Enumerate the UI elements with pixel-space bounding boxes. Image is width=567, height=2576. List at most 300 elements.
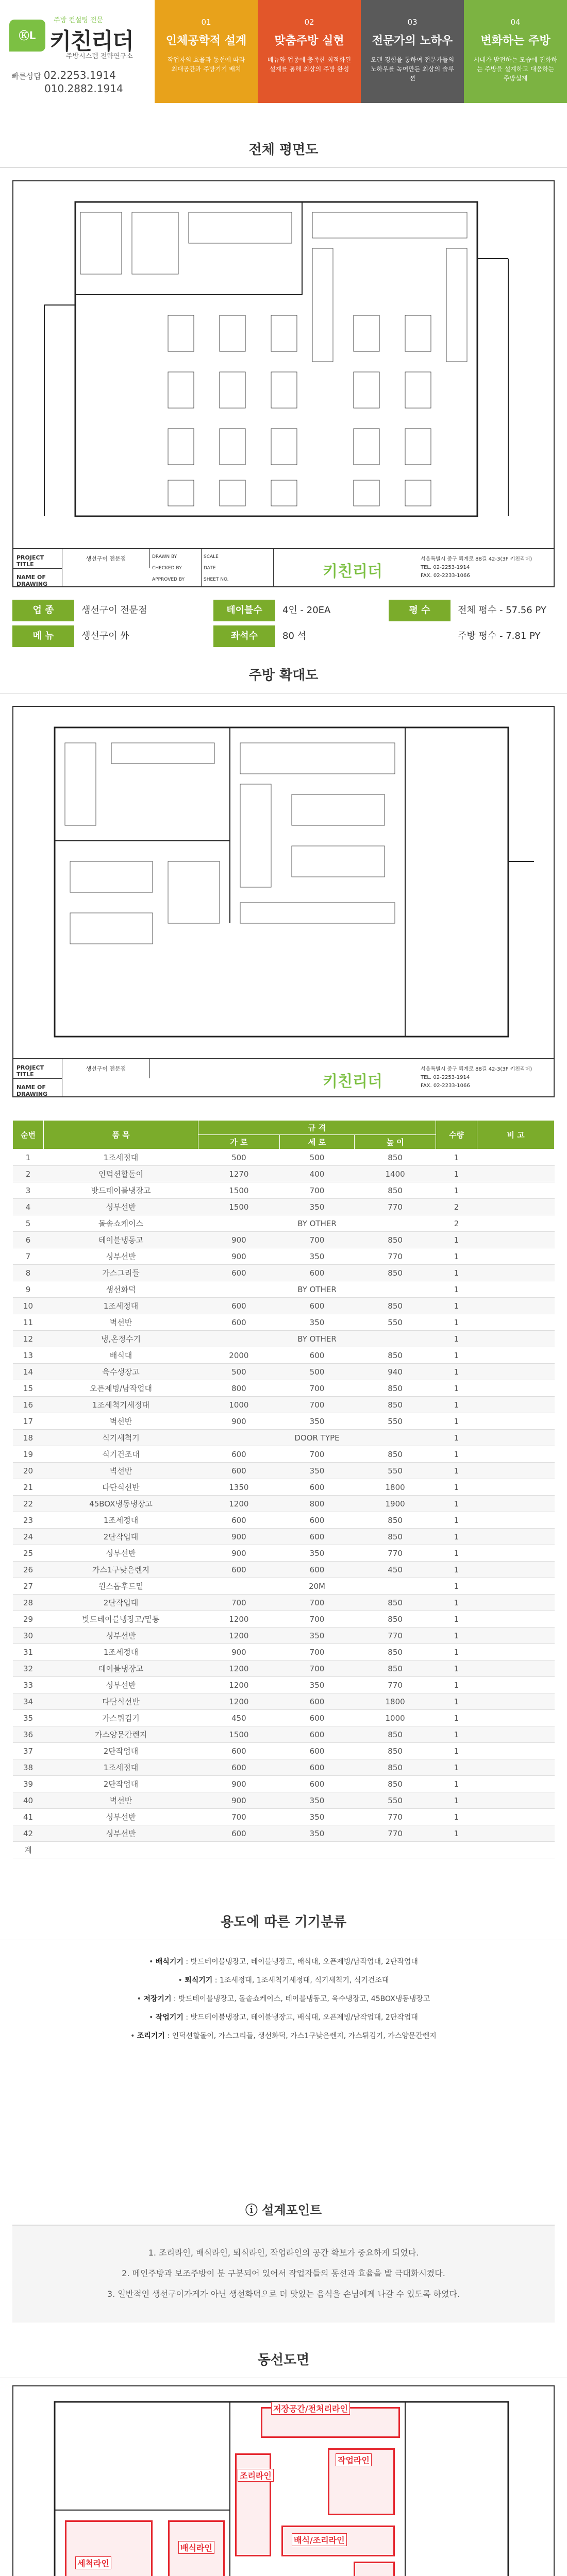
table-cell: 700 [279, 1182, 354, 1199]
table-cell: 식기건조대 [44, 1446, 198, 1463]
flow-label: 저장공간/전처리라인 [271, 2402, 350, 2415]
table-cell [477, 1611, 555, 1628]
table-cell: 770 [355, 1677, 436, 1693]
table-cell: 600 [279, 1743, 354, 1759]
table-cell: 29 [13, 1611, 44, 1628]
company-address: 서울특별시 중구 퇴계로 88길 42-3(3F 키친리더) [421, 1066, 532, 1072]
sheet-label: SHEET NO. [204, 577, 229, 582]
usage-items: 밧드테이블냉장고, 돌솥쇼케이스, 테이블냉동고, 육수냉장고, 45BOX냉동냉장고 [178, 1995, 430, 2003]
table-row [13, 1364, 555, 1380]
table-row [13, 1463, 555, 1479]
table-cell: 850 [355, 1380, 436, 1397]
table-cell [477, 1446, 555, 1463]
table-cell: 1 [436, 1496, 477, 1512]
table-cell: 550 [355, 1463, 436, 1479]
table-cell: 2단작업대 [44, 1776, 198, 1792]
summary-value: 4인 - 20EA [282, 605, 331, 616]
scale-cell [202, 549, 274, 587]
equipment-table-body [13, 1149, 555, 1858]
table-cell: 싱부선반 [44, 1809, 198, 1825]
table-cell: 700 [198, 1809, 280, 1825]
col-d: 세 로 [279, 1135, 354, 1149]
table-cell: 850 [355, 1595, 436, 1611]
table-cell: 1 [436, 1232, 477, 1248]
table-row [13, 1743, 555, 1759]
date-label: DATE [204, 566, 216, 571]
table-cell: 550 [355, 1413, 436, 1430]
project-label: PROJECT TITLE [13, 1059, 62, 1078]
table-cell: 1 [436, 1364, 477, 1380]
table-cell: 770 [355, 1545, 436, 1562]
col-spec: 규 격 [198, 1121, 436, 1135]
table-cell: 육수생장고 [44, 1364, 198, 1380]
table-cell: 24 [13, 1529, 44, 1545]
table-cell: 가스1구낮은렌지 [44, 1562, 198, 1578]
table-cell [436, 1842, 477, 1858]
table-cell [477, 1380, 555, 1397]
table-cell: 32 [13, 1660, 44, 1677]
table-cell: 1 [436, 1166, 477, 1182]
table-cell: 12 [13, 1331, 44, 1347]
table-row [13, 1232, 555, 1248]
table-row [13, 1347, 555, 1364]
table-cell [477, 1215, 555, 1232]
table-row [13, 1660, 555, 1677]
table-cell: 1 [436, 1479, 477, 1496]
table-cell: 1 [436, 1578, 477, 1595]
table-row [13, 1413, 555, 1430]
table-cell: 350 [279, 1413, 354, 1430]
table-cell: 600 [198, 1759, 280, 1776]
table-cell: 1 [436, 1314, 477, 1331]
col-h: 높 이 [355, 1135, 436, 1149]
table-cell: 900 [198, 1529, 280, 1545]
table-cell: 600 [279, 1562, 354, 1578]
table-cell: 700 [279, 1446, 354, 1463]
table-cell [477, 1677, 555, 1693]
table-cell: 850 [355, 1265, 436, 1281]
table-row [13, 1166, 555, 1182]
table-row [13, 1842, 555, 1858]
table-cell: 940 [355, 1364, 436, 1380]
table-row [13, 1792, 555, 1809]
table-cell: 35 [13, 1710, 44, 1726]
table-cell: 900 [198, 1792, 280, 1809]
table-cell: 23 [13, 1512, 44, 1529]
table-cell [477, 1578, 555, 1595]
table-cell: 원스톱후드밑 [44, 1578, 198, 1595]
table-cell: 850 [355, 1149, 436, 1166]
table-row [13, 1149, 555, 1166]
table-cell: 800 [198, 1380, 280, 1397]
table-cell: 2 [436, 1215, 477, 1232]
table-cell: 2000 [198, 1347, 280, 1364]
table-cell: 벽선반 [44, 1792, 198, 1809]
summary-label: 평 수 [389, 600, 451, 621]
table-cell: 25 [13, 1545, 44, 1562]
table-cell: 4 [13, 1199, 44, 1215]
flow-section-title: 동선도면 [0, 2349, 567, 2378]
table-row [13, 1644, 555, 1660]
table-cell: 600 [279, 1479, 354, 1496]
drawing-label: NAME OF DRAWING [13, 568, 62, 587]
table-cell: 40 [13, 1792, 44, 1809]
table-cell: 39 [13, 1776, 44, 1792]
table-cell [477, 1792, 555, 1809]
table-cell: 350 [279, 1628, 354, 1644]
flow-label: 배식라인 [178, 2541, 214, 2554]
floor-plan-svg [13, 181, 554, 548]
table-row [13, 1380, 555, 1397]
usage-section-title: 용도에 따른 기기분류 [0, 1911, 567, 1940]
company-fax: FAX. 02-2233-1066 [421, 1083, 470, 1089]
table-cell: 550 [355, 1314, 436, 1331]
table-cell: 30 [13, 1628, 44, 1644]
table-cell: 600 [279, 1759, 354, 1776]
table-cell: 600 [198, 1512, 280, 1529]
summary-label: 메 뉴 [12, 625, 74, 647]
table-cell: 600 [279, 1776, 354, 1792]
feature-num: 02 [304, 18, 314, 27]
table-cell: 33 [13, 1677, 44, 1693]
table-cell: 벽선반 [44, 1413, 198, 1430]
table-cell [477, 1660, 555, 1677]
table-cell: 34 [13, 1693, 44, 1710]
table-cell: 16 [13, 1397, 44, 1413]
table-cell: 냉,온정수기 [44, 1331, 198, 1347]
usage-row: • 작업기기 : 밧드테이블냉장고, 테이블냉장고, 배식대, 오픈제빙/남작업대, 2단작업대 [149, 2013, 418, 2022]
usage-label: 저장기기 [143, 1995, 172, 2003]
table-cell: 700 [279, 1380, 354, 1397]
flow-label: 세척라인 [75, 2556, 111, 2569]
table-cell: 700 [279, 1611, 354, 1628]
table-cell: 800 [279, 1496, 354, 1512]
table-cell: 700 [279, 1232, 354, 1248]
table-cell: 벽선반 [44, 1463, 198, 1479]
table-cell: 500 [279, 1149, 354, 1166]
table-cell: 10 [13, 1298, 44, 1314]
table-row [13, 1182, 555, 1199]
table-cell: 600 [279, 1512, 354, 1529]
table-cell: 5 [13, 1215, 44, 1232]
summary-label: 좌석수 [213, 625, 275, 647]
feature-title: 맞춤주방 실현 [274, 35, 344, 47]
table-cell: 다단식선반 [44, 1693, 198, 1710]
table-row [13, 1710, 555, 1726]
feature-title: 변화하는 주방 [480, 35, 551, 47]
summary-value: 주방 평수 - 7.81 PY [458, 631, 541, 641]
feature-desc: 시대가 발전하는 모습에 진화하는 주방을 설계하고 대응하는 주방설계 [473, 56, 558, 82]
table-row [13, 1331, 555, 1347]
table-cell [198, 1842, 280, 1858]
table-cell: 싱부선반 [44, 1199, 198, 1215]
table-cell: 850 [355, 1743, 436, 1759]
usage-label: 조리기기 [137, 2032, 165, 2040]
table-cell [477, 1248, 555, 1265]
table-cell [477, 1809, 555, 1825]
table-cell [477, 1562, 555, 1578]
table-cell: 350 [279, 1825, 354, 1842]
table-row [13, 1628, 555, 1644]
table-row [13, 1314, 555, 1331]
usage-items: 인덕션할돌이, 가스그리들, 생선화덕, 가스1구낮은렌지, 가스튀김기, 가스양문간렌지 [172, 2032, 437, 2040]
table-row [13, 1265, 555, 1281]
table-cell: 2 [13, 1166, 44, 1182]
table-cell: 1조세정대 [44, 1298, 198, 1314]
table-cell: 850 [355, 1347, 436, 1364]
usage-row: • 배식기기 : 밧드테이블냉장고, 테이블냉장고, 배식대, 오픈제빙/남작업대, 2단작업대 [149, 1958, 418, 1966]
info-icon: ⓘ [245, 2203, 262, 2217]
table-cell: 1 [436, 1446, 477, 1463]
table-cell: 770 [355, 1825, 436, 1842]
table-cell: 2단작업대 [44, 1529, 198, 1545]
table-cell: 13 [13, 1347, 44, 1364]
table-cell [477, 1199, 555, 1215]
table-row [13, 1677, 555, 1693]
table-cell: 가스양문간렌지 [44, 1726, 198, 1743]
table-cell [477, 1430, 555, 1446]
table-cell [477, 1347, 555, 1364]
table-cell: 1 [436, 1512, 477, 1529]
table-cell [477, 1413, 555, 1430]
table-cell [477, 1281, 555, 1298]
table-cell: 싱부선반 [44, 1677, 198, 1693]
phone-block [11, 69, 123, 96]
feature-num: 03 [407, 18, 418, 27]
table-row [13, 1479, 555, 1496]
table-cell: 1270 [198, 1166, 280, 1182]
table-cell [355, 1842, 436, 1858]
table-cell [477, 1693, 555, 1710]
table-cell: 2 [436, 1199, 477, 1215]
table-cell [477, 1759, 555, 1776]
summary-value: 80 석 [282, 631, 307, 641]
usage-label: 퇴식기기 [185, 1976, 213, 1985]
table-cell: 1 [436, 1776, 477, 1792]
table-row [13, 1578, 555, 1595]
design-points-panel [12, 2203, 555, 2323]
table-cell: 1조세척기세정대 [44, 1397, 198, 1413]
table-cell: 350 [279, 1809, 354, 1825]
table-cell: 900 [198, 1776, 280, 1792]
feature-num: 04 [510, 18, 521, 27]
table-cell: 식기세척기 [44, 1430, 198, 1446]
table-cell: 1000 [198, 1397, 280, 1413]
feature-title: 전문가의 노하우 [372, 35, 453, 47]
summary-value: 생선구이 전문점 [81, 605, 147, 616]
table-cell: 9 [13, 1281, 44, 1298]
table-cell: 1 [436, 1298, 477, 1314]
title-block [13, 1058, 554, 1096]
design-point: 3. 일반적인 생선구이가게가 아닌 생선화덕으로 더 맛있는 음식을 손님에게 나갈 수 있도록 하였다. [107, 2289, 460, 2299]
table-cell [477, 1298, 555, 1314]
usage-row: • 조리기기 : 인덕션할돌이, 가스그리들, 생선화덕, 가스1구낮은렌지, 가스튀김기, 가스양문간렌지 [130, 2032, 437, 2040]
table-cell: 350 [279, 1792, 354, 1809]
feature-3 [361, 0, 464, 103]
table-cell: 7 [13, 1248, 44, 1265]
equipment-table [12, 1120, 555, 1858]
table-row [13, 1397, 555, 1413]
table-cell [477, 1479, 555, 1496]
col-name: 품 목 [44, 1121, 198, 1149]
table-cell [477, 1512, 555, 1529]
usage-row: • 퇴식기기 : 1조세정대, 1조세척기세정대, 식기세척기, 식기건조대 [178, 1976, 389, 1985]
table-cell: 850 [355, 1759, 436, 1776]
table-row [13, 1298, 555, 1314]
table-cell: 900 [198, 1413, 280, 1430]
table-cell: 1 [436, 1545, 477, 1562]
table-cell: 600 [198, 1446, 280, 1463]
table-cell: 500 [198, 1364, 280, 1380]
col-w: 가 로 [198, 1135, 280, 1149]
table-cell: 싱부선반 [44, 1825, 198, 1842]
table-cell [477, 1644, 555, 1660]
table-cell: 1 [436, 1759, 477, 1776]
design-title-text: 설계포인트 [262, 2203, 322, 2217]
table-cell: 1500 [198, 1182, 280, 1199]
table-row [13, 1759, 555, 1776]
table-row [13, 1199, 555, 1215]
table-cell [477, 1545, 555, 1562]
table-cell: 1조세정대 [44, 1759, 198, 1776]
table-cell: 1 [436, 1331, 477, 1347]
table-row [13, 1529, 555, 1545]
table-cell: 1200 [198, 1611, 280, 1628]
table-cell: 다단식선반 [44, 1479, 198, 1496]
table-row [13, 1446, 555, 1463]
table-cell: 돌솥쇼케이스 [44, 1215, 198, 1232]
flow-label: 작업라인 [336, 2453, 372, 2466]
table-cell [44, 1842, 198, 1858]
title-block [13, 548, 554, 586]
table-cell: 인덕션할돌이 [44, 1166, 198, 1182]
table-cell [477, 1776, 555, 1792]
table-cell: 900 [198, 1248, 280, 1265]
brand-sub: 주방시스템 전략연구소 [66, 53, 133, 60]
table-cell: 700 [279, 1660, 354, 1677]
col-qty: 수량 [436, 1121, 477, 1149]
table-cell: 1 [436, 1809, 477, 1825]
kitchen-plan-drawing [12, 706, 555, 1097]
table-cell: 3 [13, 1182, 44, 1199]
table-cell: 850 [355, 1644, 436, 1660]
table-cell: 벽선반 [44, 1314, 198, 1331]
table-cell: 500 [198, 1149, 280, 1166]
table-cell: 1 [13, 1149, 44, 1166]
table-cell [477, 1842, 555, 1858]
table-cell: 싱부선반 [44, 1628, 198, 1644]
table-cell: 31 [13, 1644, 44, 1660]
table-cell: 1조세정대 [44, 1644, 198, 1660]
table-cell: 400 [279, 1166, 354, 1182]
table-cell [477, 1232, 555, 1248]
table-cell: 1 [436, 1644, 477, 1660]
table-cell: 600 [279, 1710, 354, 1726]
table-cell: 1800 [355, 1479, 436, 1496]
table-cell: 가스그리들 [44, 1265, 198, 1281]
table-cell [198, 1578, 280, 1595]
table-cell: 350 [279, 1199, 354, 1215]
table-cell: 1400 [355, 1166, 436, 1182]
plan-section-title: 전체 평면도 [0, 139, 567, 168]
feature-title: 인체공학적 설계 [165, 35, 247, 47]
summary-label: 업 종 [12, 600, 74, 621]
table-cell: 600 [198, 1562, 280, 1578]
usage-items: 밧드테이블냉장고, 테이블냉장고, 배식대, 오픈제빙/남작업대, 2단작업대 [190, 1958, 418, 1966]
table-cell: 가스튀김기 [44, 1710, 198, 1726]
table-cell: 600 [198, 1463, 280, 1479]
table-cell: 350 [279, 1677, 354, 1693]
table-cell: 600 [198, 1825, 280, 1842]
signoff-cell [150, 549, 202, 587]
table-cell [477, 1397, 555, 1413]
summary-value: 전체 평수 - 57.56 PY [458, 605, 546, 616]
design-point: 2. 메인주방과 보조주방이 분 구분되어 있어서 작업자들의 동선과 효율을 발 극대화시켰다. [122, 2268, 445, 2278]
table-cell: 900 [198, 1644, 280, 1660]
table-cell: DOOR TYPE [198, 1430, 436, 1446]
table-cell: 850 [355, 1182, 436, 1199]
table-cell: 밧드테이블냉장고/밑통 [44, 1611, 198, 1628]
brand-logo[interactable] [9, 15, 143, 98]
table-cell: 770 [355, 1199, 436, 1215]
table-cell: 1800 [355, 1693, 436, 1710]
table-cell: 600 [198, 1298, 280, 1314]
table-cell: 22 [13, 1496, 44, 1512]
table-cell: 42 [13, 1825, 44, 1842]
table-cell [477, 1166, 555, 1182]
table-cell: 600 [198, 1743, 280, 1759]
table-cell: 1 [436, 1281, 477, 1298]
table-cell: 1 [436, 1463, 477, 1479]
table-cell [477, 1331, 555, 1347]
table-cell: 850 [355, 1232, 436, 1248]
table-cell: 900 [198, 1545, 280, 1562]
company-logo: 키친리더 [323, 1073, 382, 1091]
feature-4 [464, 0, 567, 103]
table-cell: 38 [13, 1759, 44, 1776]
table-row [13, 1562, 555, 1578]
table-row [13, 1512, 555, 1529]
table-row [13, 1809, 555, 1825]
company-logo: 키친리더 [323, 563, 382, 581]
table-cell: 6 [13, 1232, 44, 1248]
table-cell: 550 [355, 1792, 436, 1809]
company-address-block [421, 1065, 532, 1090]
table-cell: 27 [13, 1578, 44, 1595]
table-cell: 배식대 [44, 1347, 198, 1364]
table-cell: 11 [13, 1314, 44, 1331]
company-address: 서울특별시 중구 퇴계로 88길 42-3(3F 키친리더) [421, 556, 532, 562]
table-cell: 1 [436, 1182, 477, 1199]
table-cell: 1500 [198, 1199, 280, 1215]
kitchen-section-title: 주방 확대도 [0, 665, 567, 693]
table-cell: 1500 [198, 1726, 280, 1743]
table-cell: 1 [436, 1248, 477, 1265]
table-cell: 450 [198, 1710, 280, 1726]
table-cell [477, 1529, 555, 1545]
table-cell [477, 1825, 555, 1842]
feature-1 [155, 0, 258, 103]
table-cell: 1 [436, 1430, 477, 1446]
table-cell: 26 [13, 1562, 44, 1578]
flow-plan-drawing [12, 2385, 555, 2576]
phone-2: 010.2882.1914 [44, 82, 123, 95]
table-cell: 14 [13, 1364, 44, 1380]
table-cell: 850 [355, 1397, 436, 1413]
table-cell: 36 [13, 1726, 44, 1743]
flow-zone [354, 2562, 395, 2576]
table-cell [477, 1265, 555, 1281]
